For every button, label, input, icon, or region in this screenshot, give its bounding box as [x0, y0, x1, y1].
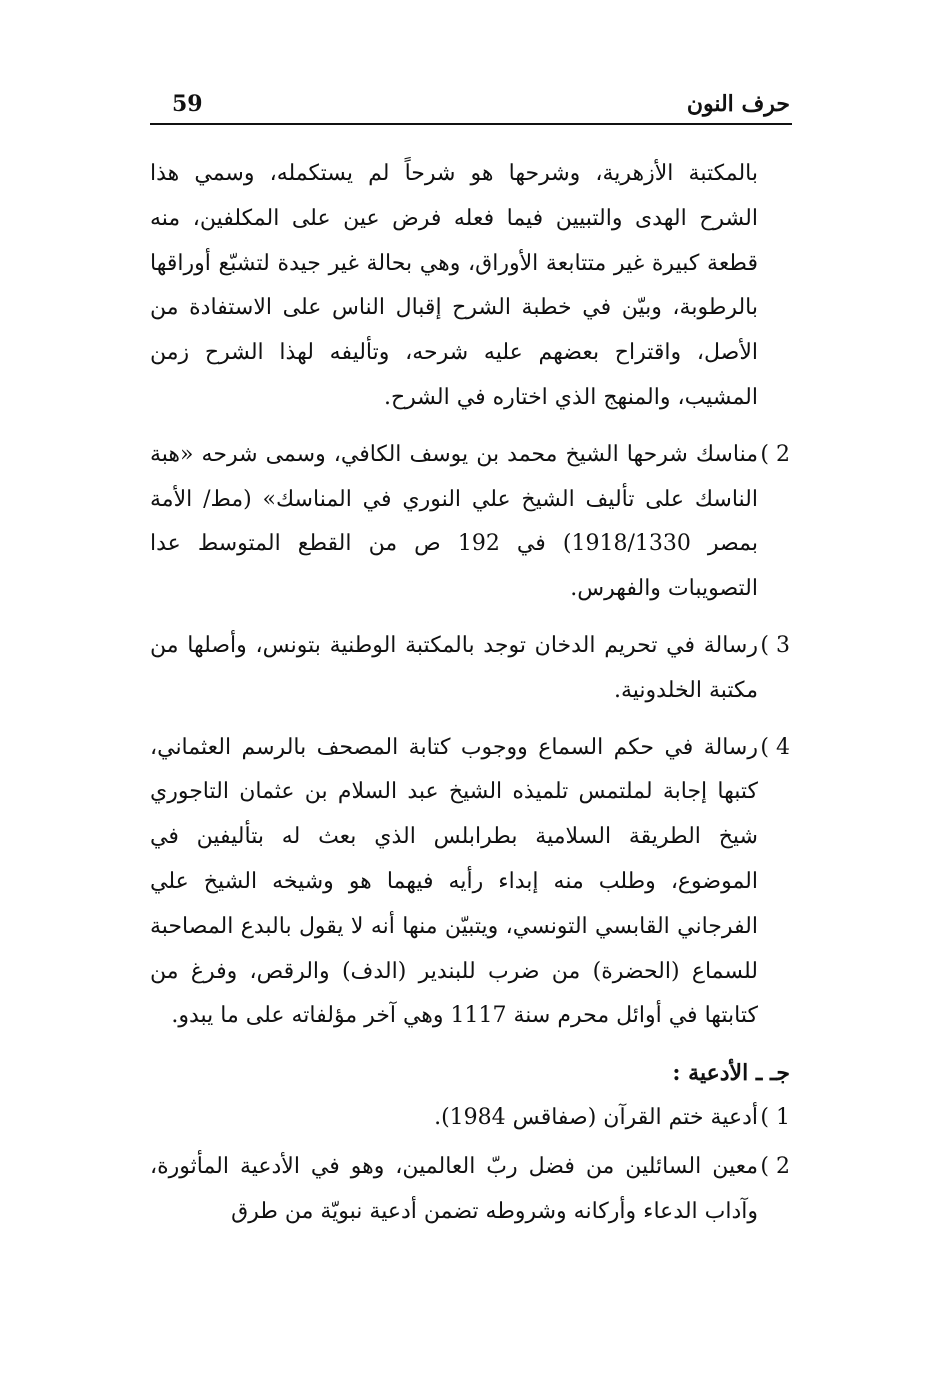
item-number: 4 ) — [760, 734, 790, 760]
header-rule — [150, 123, 792, 125]
body-text — [150, 152, 790, 1246]
item-number: 1 ) — [760, 1104, 790, 1130]
page-header — [150, 86, 792, 120]
section-list-item-1 — [150, 1096, 790, 1141]
item-text: رسالة في حكم السماع ووجوب كتابة المصحف بالرسم العثماني، كتبها إجابة لملتمس تلميذه الشيخ عبد السلام بن عثمان التاجوري شيخ الطريقة السلامية بطرابلس الذي بعث له بتأليفين في الموضوع، وطلب منه إبداء رأيه فيهما هو وشيخه الشيخ علي الفرجاني القابسي التونسي، ويتبيّن منها أنه لا يقول بالبدع المصاحبة للسماع (الحضرة) من ضرب للبندير (الدف) والرقص، وفرغ من كتابتها في أوائل محرم سنة 1117 وهي آخر مؤلفاته على ما يبدو. — [150, 734, 758, 1029]
list-item-3 — [150, 624, 790, 714]
item-number: 2 ) — [760, 1153, 790, 1179]
item-number: 3 ) — [760, 632, 790, 658]
page-number: 59 — [172, 91, 203, 117]
section-list-item-2 — [150, 1145, 790, 1235]
running-title: حرف النون — [686, 91, 790, 117]
item-text: مناسك شرحها الشيخ محمد بن يوسف الكافي، وسمى شرحه «هبة الناسك على تأليف الشيخ علي النوري في المناسك» (مط/ الأمة بمصر 1918/1330) في 192 ص من القطع المتوسط عدا التصويبات والفهرس. — [150, 441, 758, 602]
item-number: 2 ) — [760, 441, 790, 467]
item-text: معين السائلين من فضل ربّ العالمين، وهو في الأدعية المأثورة، وآداب الدعاء وأركانه وشروطه تضمن أدعية نبويّة من طرق — [150, 1153, 758, 1224]
intro-paragraph: بالمكتبة الأزهرية، وشرحها هو شرحاً لم يستكمله، وسمي هذا الشرح الهدى والتبيين فيما فعله فرض عين على المكلفين، منه قطعة كبيرة غير متتابعة الأوراق، وهي بحالة غير جيدة لتشبّع أوراقها بالرطوبة، وبيّن في خطبة الشرح إقبال الناس على الاستفادة من الأصل، واقتراح بعضهم عليه شرحه، وتأليفه لهذا الشرح زمن المشيب، والمنهج الذي اختاره في الشرح. — [150, 161, 758, 410]
item-text: أدعية ختم القرآن (صفاقس 1984). — [434, 1104, 758, 1130]
section-heading: جـ ـ الأدعية : — [672, 1060, 790, 1087]
list-item-2 — [150, 433, 790, 612]
item-text: رسالة في تحريم الدخان توجد بالمكتبة الوطنية بتونس، وأصلها من مكتبة الخلدونية. — [150, 632, 758, 703]
list-item-4 — [150, 726, 790, 1040]
